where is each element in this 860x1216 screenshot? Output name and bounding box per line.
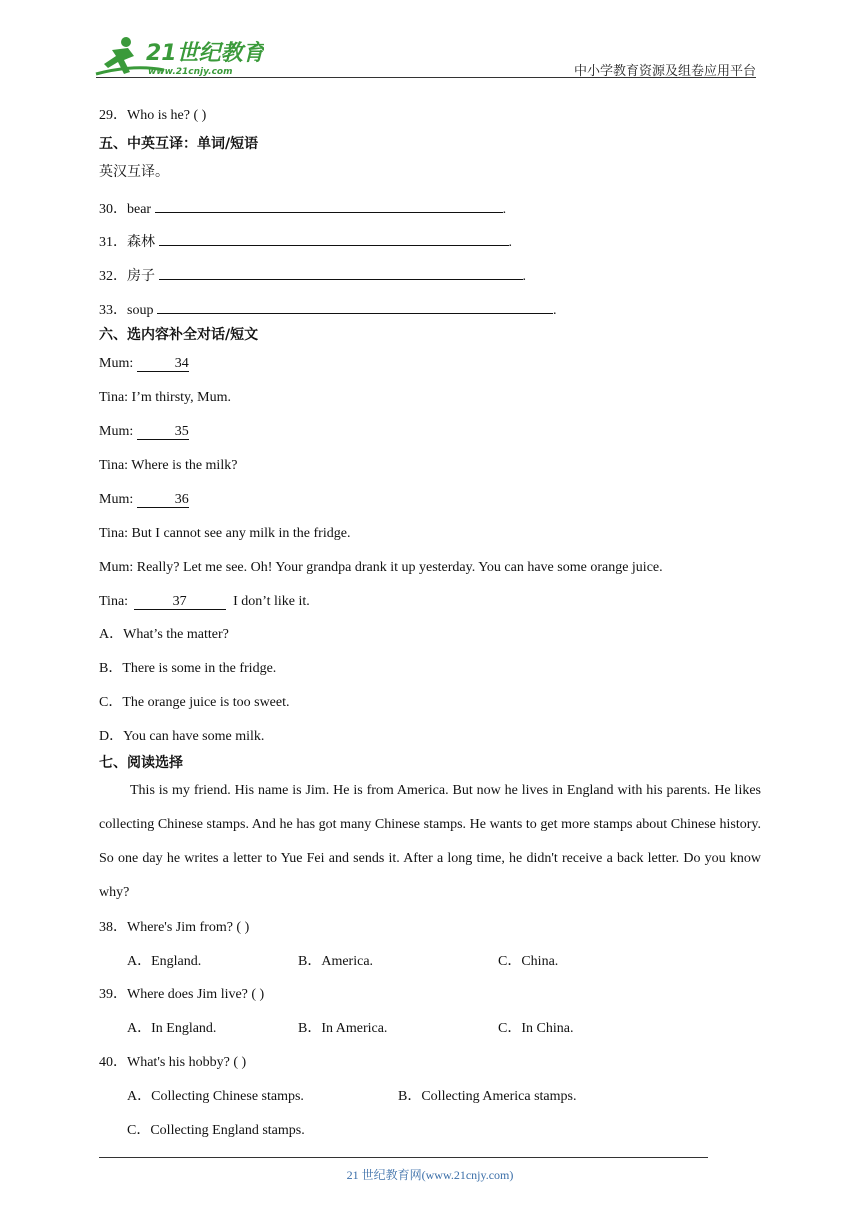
question-40: 40．What's his hobby? ( )	[99, 1055, 247, 1070]
footer-divider	[99, 1157, 708, 1158]
item-word: bear	[127, 202, 152, 217]
dialog-text: I don’t like it.	[233, 594, 310, 609]
end-mark: .	[502, 202, 507, 217]
translate-item-31	[99, 231, 512, 252]
dialog-line-36	[99, 491, 189, 509]
option-b: B．There is some in the fridge.	[99, 661, 277, 676]
q39-option-b: B．In America.	[298, 1021, 388, 1036]
blank-37[interactable]: 37	[134, 594, 226, 610]
question-39: 39．Where does Jim live? ( )	[99, 987, 265, 1002]
question-29: 29．Who is he? ( )	[99, 108, 207, 123]
logo-text: 21世纪教育	[146, 41, 264, 66]
item-word: soup	[127, 303, 154, 318]
item-number: 33．	[99, 303, 127, 318]
q39-option-a: A．In England.	[127, 1021, 217, 1036]
translate-item-30	[99, 198, 506, 219]
q40-option-a: A．Collecting Chinese stamps.	[127, 1089, 304, 1104]
blank-34[interactable]: 34	[137, 356, 189, 372]
section-5-heading: 五、中英互译：单词/短语	[99, 136, 259, 152]
q40-option-b: B．Collecting America stamps.	[398, 1089, 577, 1104]
dialog-line-37	[99, 593, 310, 611]
answer-blank[interactable]	[157, 299, 553, 314]
q39-option-c: C．In China.	[498, 1021, 574, 1036]
q40-option-c: C．Collecting England stamps.	[127, 1123, 305, 1138]
passage-text: This is my friend. His name is Jim. He is from America. But now he lives in England with his parents. He likes collecting Chinese stamps. And he has got many Chinese stamps. He wants to get more stamps about Chinese history. So one day he writes a letter to Yue Fei and sends it. After a long time, he didn't receive a back letter. Do you know why?	[99, 783, 761, 900]
section-6-heading: 六、选内容补全对话/短文	[99, 327, 259, 343]
translate-item-33	[99, 299, 556, 320]
option-a: A．What’s the matter?	[99, 627, 229, 642]
item-number: 31．	[99, 235, 127, 250]
site-logo	[94, 34, 264, 78]
answer-blank[interactable]	[155, 198, 503, 213]
answer-blank[interactable]	[159, 265, 523, 280]
blank-35[interactable]: 35	[137, 424, 189, 440]
dialog-line: Mum: Really? Let me see. Oh! Your grandpa drank it up yesterday. You can have some orange juice.	[99, 560, 663, 575]
dialog-line: Tina: But I cannot see any milk in the fridge.	[99, 526, 351, 541]
section-5-instruction: 英汉互译。	[99, 164, 169, 180]
dialog-line: Tina: I’m thirsty, Mum.	[99, 390, 231, 405]
speaker-label: Tina:	[99, 594, 129, 609]
reading-passage	[99, 774, 761, 910]
footer-text: 21 世纪教育网(www.21cnjy.com)	[346, 1168, 514, 1182]
speaker-label: Mum:	[99, 492, 134, 507]
item-word: 森林	[127, 234, 155, 250]
dialog-line-35	[99, 423, 189, 441]
end-mark: .	[522, 269, 526, 284]
q38-option-a: A．England.	[127, 954, 202, 969]
header-divider	[96, 77, 756, 78]
end-mark: .	[508, 235, 512, 250]
dialog-line: Tina: Where is the milk?	[99, 458, 238, 473]
item-number: 32．	[99, 269, 127, 284]
logo-url: www.21cnjy.com	[148, 67, 233, 77]
end-mark: .	[552, 303, 557, 318]
translate-item-32	[99, 265, 526, 286]
header-platform-text: 中小学教育资源及组卷应用平台	[573, 64, 756, 79]
option-c: C．The orange juice is too sweet.	[99, 695, 290, 710]
q38-option-c: C．China.	[498, 954, 559, 969]
item-word: 房子	[127, 268, 155, 284]
option-d: D．You can have some milk.	[99, 729, 265, 744]
blank-36[interactable]: 36	[137, 492, 189, 508]
answer-blank[interactable]	[159, 231, 509, 246]
item-number: 30．	[99, 202, 127, 217]
q38-option-b: B．America.	[298, 954, 374, 969]
dialog-line-34	[99, 355, 189, 373]
speaker-label: Mum:	[99, 424, 134, 439]
section-7-heading: 七、阅读选择	[99, 755, 183, 771]
speaker-label: Mum:	[99, 356, 134, 371]
question-38: 38．Where's Jim from? ( )	[99, 920, 250, 935]
